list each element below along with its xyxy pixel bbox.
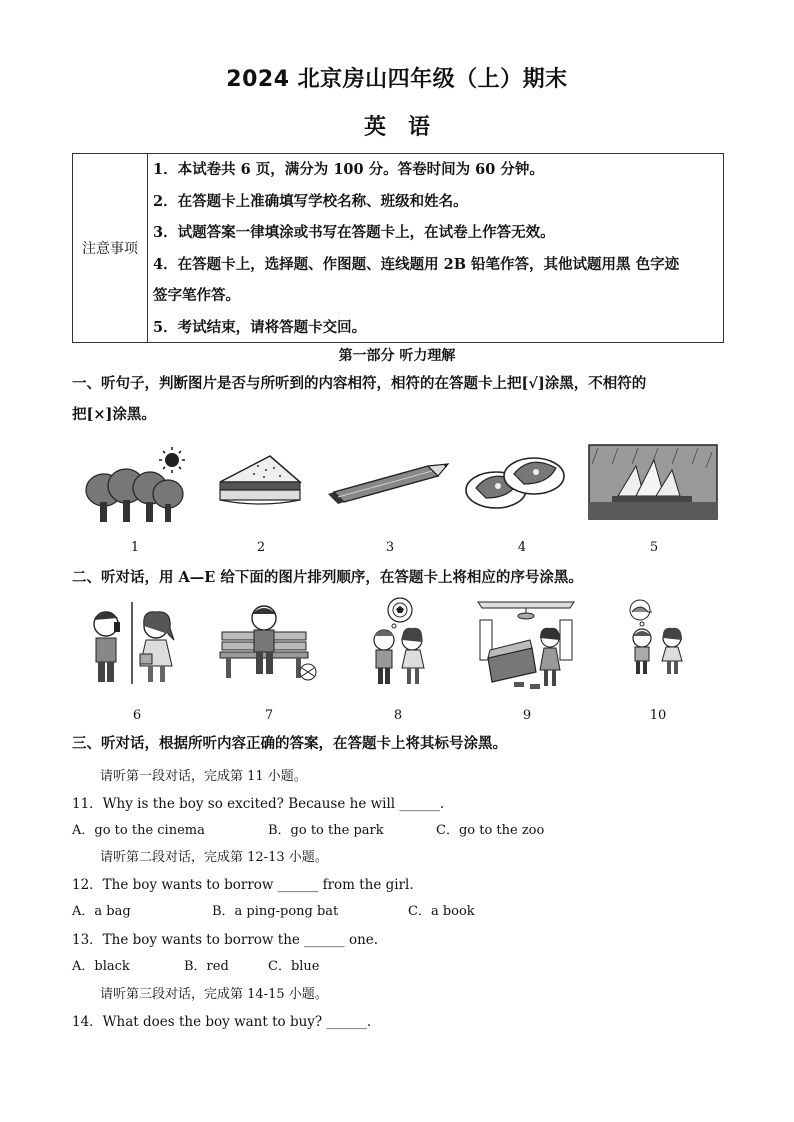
section1-instruction	[72, 368, 732, 430]
picture-number: 2	[256, 540, 266, 555]
option-b: B．red	[184, 959, 229, 974]
kids-cap-icon	[612, 598, 698, 676]
section2-instruction: 二、听对话，用 A—E 给下面的图片排列顺序，在答题卡上将相应的序号涂黑。	[72, 569, 583, 586]
picture-number: 1	[130, 540, 140, 555]
notice-label: 注意事项	[73, 154, 148, 342]
picture-number: 3	[385, 540, 395, 555]
question-12: 12．The boy wants to borrow ______ from the girl.	[72, 877, 414, 893]
picture-number: 9	[522, 708, 532, 723]
listening-instruction: 请听第一段对话，完成第 11 小题。	[100, 769, 307, 784]
boy-bench-icon	[216, 602, 320, 682]
section1-line2: 把[×]涂黑。	[72, 406, 156, 423]
option-b: B．a ping-pong bat	[212, 904, 339, 919]
notice-line: 5．考试结束，请将答题卡交回。	[153, 318, 367, 336]
picture-number: 10	[649, 708, 667, 723]
section3-instruction: 三、听对话，根据所听内容正确的答案，在答题卡上将其标号涂黑。	[72, 735, 507, 752]
notice-line: 1．本试卷共 6 页，满分为 100 分。答卷时间为 60 分钟。	[153, 161, 544, 178]
notice-line: 签字笔作答。	[153, 287, 240, 304]
page-title: 2024 北京房山四年级（上）期末	[226, 67, 568, 92]
boy-girl-phone-icon	[82, 600, 186, 686]
notice-box	[72, 153, 724, 343]
notice-list	[153, 154, 719, 343]
option-b: B．go to the park	[268, 823, 384, 838]
question-14: 14．What does the boy want to buy? ______.	[72, 1014, 372, 1030]
picture-number: 7	[264, 708, 274, 723]
picture-number: 5	[649, 540, 659, 555]
notice-line: 3．试题答案一律填涂或书写在答题卡上，在试卷上作答无效。	[153, 224, 555, 241]
opera-house-icon	[588, 444, 718, 520]
listening-instruction: 请听第三段对话，完成第 14-15 小题。	[100, 987, 328, 1002]
kids-football-icon	[362, 596, 436, 688]
part-heading: 第一部分 听力理解	[338, 348, 456, 364]
option-c: C．go to the zoo	[436, 823, 545, 838]
question-13: 13．The boy wants to borrow the ______ one.	[72, 932, 379, 948]
sandwich-icon	[214, 452, 306, 510]
notice-line: 2．在答题卡上准确填写学校名称、班级和姓名。	[153, 192, 468, 210]
option-a: A．go to the cinema	[72, 823, 205, 838]
girl-room-icon	[474, 598, 578, 692]
trees-sun-icon	[82, 444, 188, 526]
picture-number: 4	[517, 540, 527, 555]
option-c: C．blue	[268, 959, 320, 974]
option-a: A．a bag	[72, 904, 131, 919]
pencil-icon	[326, 458, 452, 504]
slippers-icon	[462, 446, 572, 514]
question-11: 11．Why is the boy so excited? Because he will ______.	[72, 796, 445, 812]
picture-number: 8	[393, 708, 403, 723]
section1-line1: 一、听句子，判断图片是否与所听到的内容相符，相符的在答题卡上把[√]涂黑，不相符的	[72, 375, 647, 392]
picture-number: 6	[132, 708, 142, 723]
option-a: A．black	[72, 959, 130, 974]
option-c: C．a book	[408, 904, 475, 919]
listening-instruction: 请听第二段对话，完成第 12-13 小题。	[100, 850, 328, 865]
notice-line: 4．在答题卡上，选择题、作图题、连线题用 2B 铅笔作答，其他试题用黑 色字迹	[153, 255, 680, 273]
subject-title: 英 语	[363, 115, 430, 140]
